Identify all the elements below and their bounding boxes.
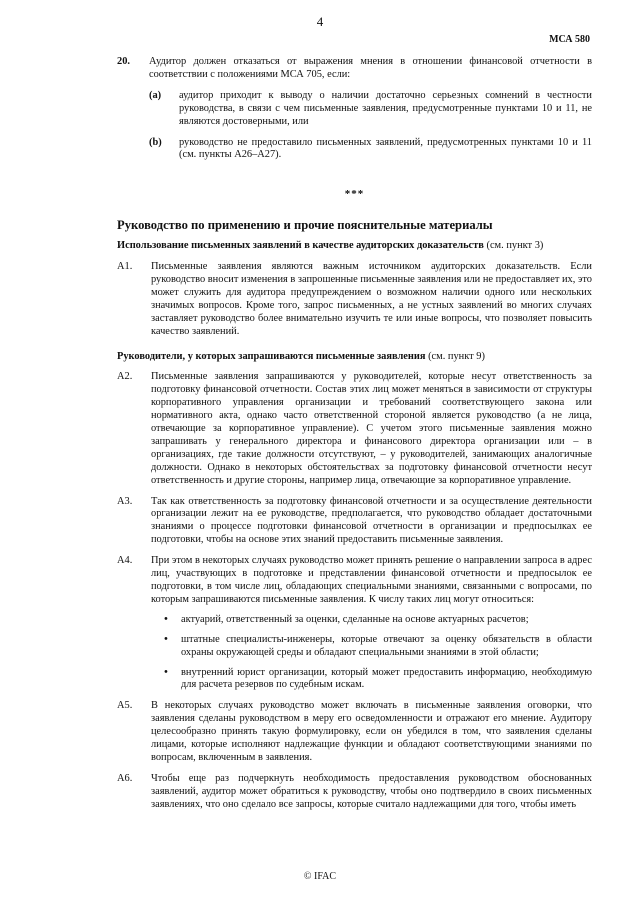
paragraph-a6 [117, 773, 592, 812]
paragraph-number: A2. [117, 371, 133, 383]
subitem-a [149, 90, 592, 129]
list-item [151, 634, 592, 660]
list-item [151, 614, 592, 627]
guidance-title: Руководство по применению и прочие пояснительные материалы [117, 218, 493, 233]
paragraph-number: 20. [117, 56, 130, 67]
section-heading-ref: (см. пункт 9) [425, 350, 485, 362]
standard-code: МСА 580 [549, 34, 590, 45]
paragraph-number: A5. [117, 700, 133, 712]
paragraph-text: Письменные заявления запрашиваются у руководителей, которые несут ответственность за подготовку финансовой отчетности. Состав этих лиц может меняться в зависимости от структуры корпоративного управления организации и требований соответствующего закона или нормативного акта, однако часто ответственной стороной является руководство (а не лица, отвечающие за корпоративное управление). С учетом этого письменные заявления можно запрашивать у генерального директора и финансового директора организации или – в организациях, где такие должности отсутствуют, – у руководителей, занимающих аналогичные должности. Однако в некоторых обстоятельствах за подготовку финансовой отчетности несут ответственность и другие стороны, например лица, отвечающие за корпоративное управление. [151, 371, 592, 486]
paragraph-a1 [117, 261, 592, 338]
bullet-icon: • [164, 666, 168, 678]
paragraph-text: Аудитор должен отказаться от выражения мнения в отношении финансовой отчетности в соответствии с положениями МСА 705, если: [149, 56, 592, 80]
section-separator: *** [344, 188, 365, 201]
paragraph-text: Письменные заявления являются важным источником аудиторских доказательств. Если руководство вносит изменения в запрошенные письменные заявления или не предоставляет их, это может служить для аудитора предупреждением о возможном наличии одного или нескольких значимых вопросов. Кроме того, запрос письменных, а не устных заявлений во многих случаях заставляет руководство более внимательно изучить те или иные вопросы, что позволяет повысить качество заявлений. [151, 261, 592, 337]
list-item [151, 667, 592, 693]
paragraph-a3 [117, 496, 592, 548]
paragraph-number: A3. [117, 495, 133, 507]
copyright-footer: © IFAC [303, 871, 337, 882]
section-heading-written-representations [117, 240, 592, 253]
paragraph-a4 [117, 555, 592, 692]
paragraph-number: A6. [117, 772, 133, 784]
subitem-label: (a) [149, 89, 162, 101]
paragraph-text: Чтобы еще раз подчеркнуть необходимость предоставления руководством обоснованных заявлений, аудитор может обратиться к руководству, чтобы оно подтвердило в своих письменных заявлениях, что оно сделало все запросы, которые считало надлежащими для того, чтобы иметь [151, 772, 592, 810]
subitem-b [149, 137, 592, 163]
page-number: 4 [316, 14, 324, 29]
subitem-text: руководство не предоставило письменных заявлений, предусмотренных пунктами 10 и 11 (см. пункты A26–A27). [179, 136, 592, 161]
paragraph-text: В некоторых случаях руководство может включать в письменные заявления оговорки, что заявления сделаны руководством в меру его осведомленности и отражают его мнение. Аудитору целесообразно принять такую формулировку, если он убедился в том, что заявления сделаны лицами, которые исполняют надлежащие функции и обладают соответствующими знаниями по вопросам, включенным в заявления. [151, 700, 592, 763]
list-item-text: штатные специалисты-инженеры, которые отвечают за оценку обязательств в области охраны окружающей среды и обладают специальными знаниями в этой области; [181, 633, 592, 658]
paragraph-number: A1. [117, 261, 133, 273]
paragraph-a2 [117, 371, 592, 487]
section-heading-bold: Руководители, у которых запрашиваются письменные заявления [117, 350, 426, 362]
bullet-icon: • [164, 613, 168, 625]
paragraph-number: A4. [117, 555, 133, 567]
page-content [117, 56, 592, 812]
section-heading-bold: Использование письменных заявлений в качестве аудиторских доказательств [117, 240, 484, 252]
paragraph-20 [117, 56, 592, 82]
section-heading-management [117, 351, 592, 364]
section-heading-ref: (см. пункт 3) [483, 240, 544, 252]
list-item-text: актуарий, ответственный за оценки, сделанные на основе актуарных расчетов; [181, 613, 529, 625]
paragraph-text: При этом в некоторых случаях руководство может принять решение о направлении запроса в адрес лиц, участвующих в подготовке и представлении финансовой отчетности и предпосылок ее подготовки, в том числе лиц, обладающих специальными знаниями, связанными с вопросами, по которым запрашиваются письменные заявления. К числу таких лиц могут относиться: [151, 555, 592, 605]
list-item-text: внутренний юрист организации, который может предоставить информацию, необходимую для расчета резервов по судебным искам. [181, 666, 592, 691]
subitem-label: (b) [149, 136, 162, 148]
paragraph-a5 [117, 700, 592, 765]
paragraph-body [151, 555, 592, 692]
subitem-text: аудитор приходит к выводу о наличии достаточно серьезных сомнений в честности руководства, в связи с чем письменные заявления, предусмотренные пунктами 10 и 11, не являются достоверными, или [179, 89, 592, 127]
paragraph-text: Так как ответственность за подготовку финансовой отчетности и за осуществление деятельности организации лежит на ее руководстве, предполагается, что руководство обладает достаточными знаниями о процессе подготовки финансовой отчетности в организации и предпосылках ее подготовки, чтобы на основе этих знаний предоставить письменные заявления. [151, 495, 592, 546]
bullet-icon: • [164, 633, 168, 645]
bullet-list [151, 614, 592, 693]
